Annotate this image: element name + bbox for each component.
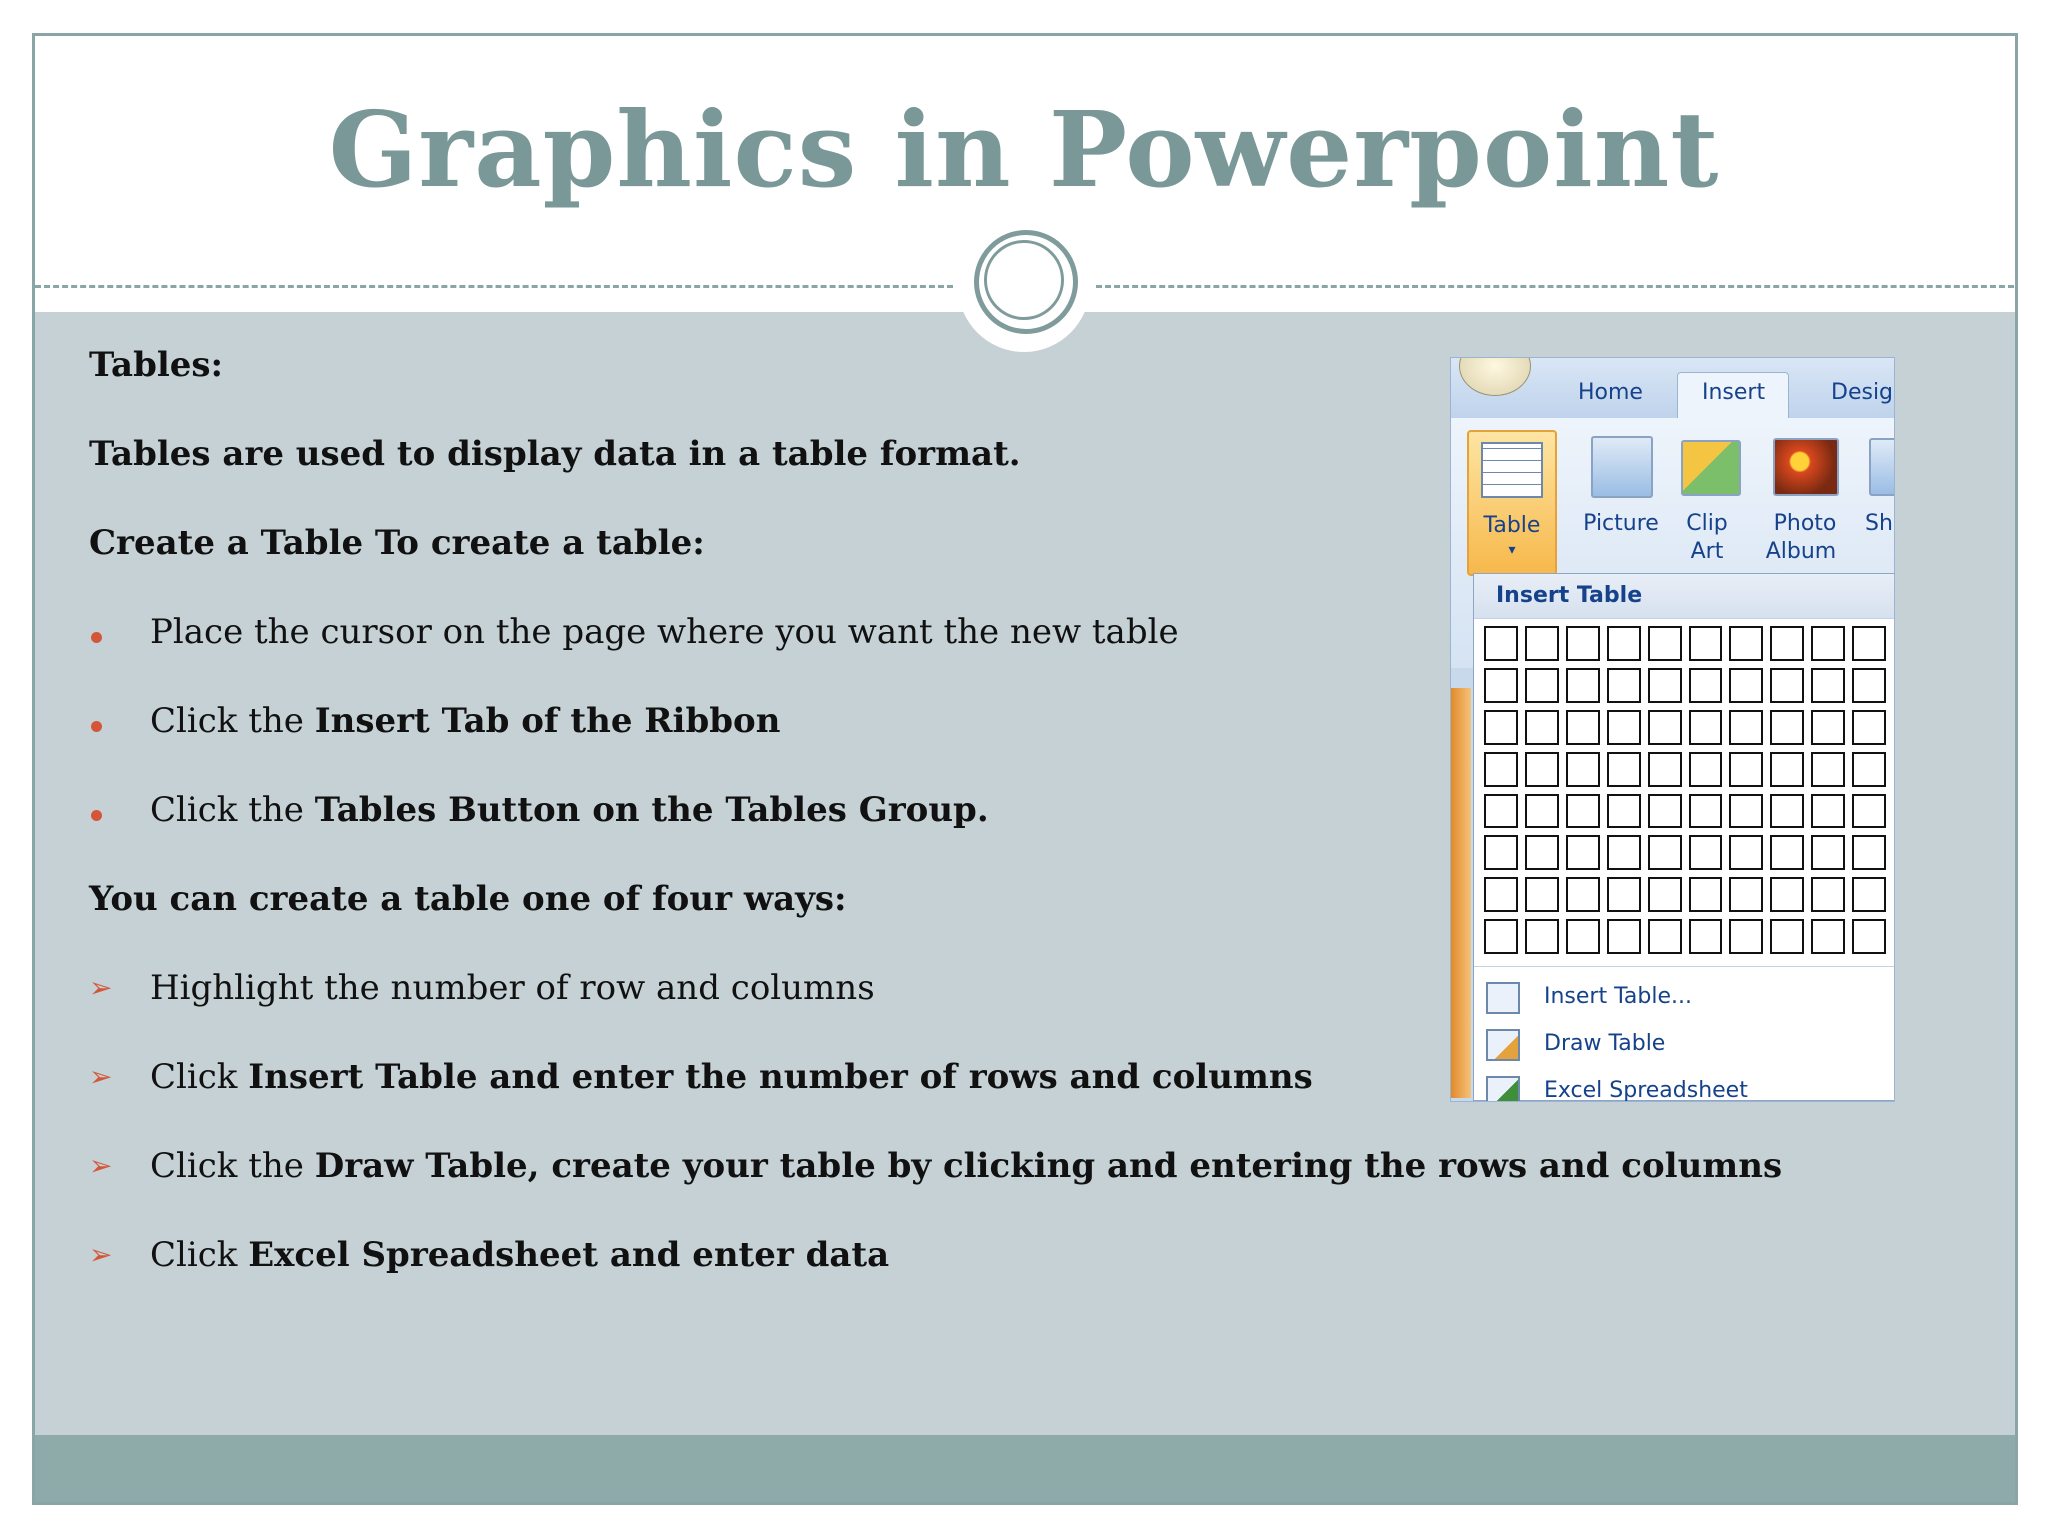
table-grid-cell bbox=[1852, 668, 1886, 703]
table-grid-cell bbox=[1689, 710, 1723, 745]
title-divider-left bbox=[35, 285, 953, 288]
table-grid-cell bbox=[1566, 877, 1600, 912]
picture-icon bbox=[1591, 436, 1653, 498]
table-grid-cell bbox=[1689, 626, 1723, 661]
create-heading: Create a Table To create a table: bbox=[89, 523, 705, 563]
clip-art-icon bbox=[1681, 440, 1741, 496]
table-grid-cell bbox=[1566, 668, 1600, 703]
table-grid-cell bbox=[1770, 668, 1804, 703]
table-grid-cell bbox=[1607, 626, 1641, 661]
table-grid-cell bbox=[1484, 668, 1518, 703]
album-label: Album bbox=[1765, 539, 1837, 564]
table-grid-cell bbox=[1729, 794, 1763, 829]
table-grid-cell bbox=[1689, 752, 1723, 787]
insert-table-screenshot bbox=[1450, 357, 1895, 1102]
table-grid-cell bbox=[1607, 668, 1641, 703]
table-grid-cell bbox=[1648, 877, 1682, 912]
bullet-dot-icon bbox=[91, 632, 102, 643]
divider-circle-icon bbox=[974, 230, 1078, 334]
menu-draw-table: Draw Table bbox=[1544, 1031, 1666, 1056]
slide-title: Graphics in Powerpoint bbox=[328, 88, 1720, 211]
table-grid-cell bbox=[1770, 752, 1804, 787]
table-grid-cell bbox=[1525, 919, 1559, 954]
tab-insert: Insert bbox=[1702, 380, 1766, 405]
table-grid-cell bbox=[1852, 626, 1886, 661]
table-grid-cell bbox=[1811, 668, 1845, 703]
arrow-bullet-icon: ➢ bbox=[89, 1238, 113, 1271]
table-grid-cell bbox=[1484, 835, 1518, 870]
table-grid-cell bbox=[1852, 752, 1886, 787]
table-grid-cell bbox=[1729, 919, 1763, 954]
arrow-bullet-item: Highlight the number of row and columns bbox=[150, 968, 875, 1008]
table-grid-cell bbox=[1770, 877, 1804, 912]
table-grid-cell bbox=[1607, 710, 1641, 745]
tab-design: Desig bbox=[1831, 380, 1894, 405]
table-grid-cell bbox=[1648, 668, 1682, 703]
table-grid-cell bbox=[1811, 835, 1845, 870]
table-ribbon-button bbox=[1467, 430, 1557, 576]
table-grid-cell bbox=[1525, 877, 1559, 912]
footer-bar bbox=[35, 1435, 2015, 1502]
table-grid-cell bbox=[1729, 752, 1763, 787]
table-grid-cell bbox=[1648, 835, 1682, 870]
bullet-dot-icon bbox=[91, 810, 102, 821]
table-grid-cell bbox=[1852, 794, 1886, 829]
chevron-down-icon: ▾ bbox=[1508, 542, 1516, 558]
table-grid-cell bbox=[1811, 626, 1845, 661]
table-grid-cell bbox=[1852, 835, 1886, 870]
table-grid-cell bbox=[1689, 668, 1723, 703]
table-grid-cell bbox=[1607, 752, 1641, 787]
table-grid-cell bbox=[1525, 668, 1559, 703]
art-label: Art bbox=[1690, 539, 1724, 564]
table-grid-cell bbox=[1729, 668, 1763, 703]
table-grid-cell bbox=[1770, 794, 1804, 829]
photo-album-icon bbox=[1773, 438, 1839, 496]
table-grid-cell bbox=[1525, 835, 1559, 870]
table-grid-cell bbox=[1689, 877, 1723, 912]
table-button-label: Table bbox=[1483, 513, 1541, 538]
table-grid-cell bbox=[1729, 710, 1763, 745]
arrow-bullet-item: Click Excel Spreadsheet and enter data bbox=[150, 1235, 890, 1275]
table-grid-cell bbox=[1484, 752, 1518, 787]
table-grid-cell bbox=[1525, 710, 1559, 745]
table-grid-cell bbox=[1648, 752, 1682, 787]
arrow-bullet-item: Click Insert Table and enter the number of rows and columns bbox=[150, 1057, 1313, 1097]
table-grid-cell bbox=[1484, 710, 1518, 745]
menu-insert-table: Insert Table... bbox=[1544, 984, 1692, 1009]
table-grid-cell bbox=[1566, 710, 1600, 745]
ways-heading: You can create a table one of four ways: bbox=[89, 879, 847, 919]
shapes-icon bbox=[1869, 438, 1895, 496]
table-grid-cell bbox=[1607, 835, 1641, 870]
table-grid-cell bbox=[1770, 710, 1804, 745]
arrow-bullet-icon: ➢ bbox=[89, 971, 113, 1004]
bullet-dot-icon bbox=[91, 721, 102, 732]
table-grid-cell bbox=[1484, 877, 1518, 912]
table-grid-cell bbox=[1811, 710, 1845, 745]
table-grid-cell bbox=[1689, 919, 1723, 954]
table-grid-cell bbox=[1729, 835, 1763, 870]
dot-bullet-item: Click the Insert Tab of the Ribbon bbox=[150, 701, 781, 741]
arrow-bullet-icon: ➢ bbox=[89, 1060, 113, 1093]
table-grid-cell bbox=[1566, 919, 1600, 954]
table-grid-cell bbox=[1607, 877, 1641, 912]
draw-table-icon bbox=[1486, 1029, 1520, 1061]
table-grid-cell bbox=[1648, 794, 1682, 829]
table-grid-cell bbox=[1811, 877, 1845, 912]
table-grid-cell bbox=[1689, 835, 1723, 870]
picture-label: Picture bbox=[1583, 511, 1659, 536]
table-grid-cell bbox=[1811, 919, 1845, 954]
tables-heading: Tables: bbox=[89, 345, 224, 385]
excel-spreadsheet-icon bbox=[1486, 1076, 1520, 1102]
menu-excel-spreadsheet: Excel Spreadsheet bbox=[1544, 1078, 1748, 1102]
menu-separator bbox=[1474, 966, 1894, 967]
orange-strip bbox=[1451, 688, 1471, 1098]
dropdown-title: Insert Table bbox=[1496, 583, 1643, 608]
table-grid-cell bbox=[1852, 710, 1886, 745]
table-grid-cell bbox=[1729, 877, 1763, 912]
photo-label: Photo bbox=[1773, 511, 1837, 536]
dot-bullet-item: Place the cursor on the page where you want the new table bbox=[150, 612, 1179, 652]
shapes-label: Sh bbox=[1865, 511, 1893, 536]
intro-text: Tables are used to display data in a table format. bbox=[89, 434, 1021, 474]
table-grid-cell bbox=[1648, 626, 1682, 661]
table-size-grid bbox=[1484, 626, 1886, 954]
table-grid-cell bbox=[1566, 752, 1600, 787]
insert-table-icon bbox=[1486, 982, 1520, 1014]
title-divider-right bbox=[1096, 285, 2014, 288]
table-grid-cell bbox=[1607, 919, 1641, 954]
table-grid-cell bbox=[1525, 626, 1559, 661]
table-grid-cell bbox=[1770, 919, 1804, 954]
table-grid-cell bbox=[1770, 626, 1804, 661]
table-grid-cell bbox=[1566, 794, 1600, 829]
insert-table-dropdown bbox=[1473, 573, 1895, 1101]
table-grid-icon bbox=[1481, 442, 1543, 498]
table-grid-cell bbox=[1525, 752, 1559, 787]
table-grid-cell bbox=[1566, 626, 1600, 661]
table-grid-cell bbox=[1729, 626, 1763, 661]
table-grid-cell bbox=[1648, 710, 1682, 745]
table-grid-cell bbox=[1811, 794, 1845, 829]
table-grid-cell bbox=[1525, 794, 1559, 829]
table-grid-cell bbox=[1484, 794, 1518, 829]
table-grid-cell bbox=[1484, 626, 1518, 661]
arrow-bullet-item: Click the Draw Table, create your table by clicking and entering the rows and columns bbox=[150, 1146, 1783, 1186]
table-grid-cell bbox=[1852, 919, 1886, 954]
tab-home: Home bbox=[1578, 380, 1643, 405]
table-grid-cell bbox=[1566, 835, 1600, 870]
dot-bullet-item: Click the Tables Button on the Tables Group. bbox=[150, 790, 989, 830]
table-grid-cell bbox=[1811, 752, 1845, 787]
table-grid-cell bbox=[1852, 877, 1886, 912]
table-grid-cell bbox=[1607, 794, 1641, 829]
table-grid-cell bbox=[1648, 919, 1682, 954]
dropdown-header bbox=[1474, 574, 1894, 619]
table-grid-cell bbox=[1689, 794, 1723, 829]
arrow-bullet-icon: ➢ bbox=[89, 1149, 113, 1182]
clip-label: Clip bbox=[1686, 511, 1728, 536]
table-grid-cell bbox=[1484, 919, 1518, 954]
table-grid-cell bbox=[1770, 835, 1804, 870]
